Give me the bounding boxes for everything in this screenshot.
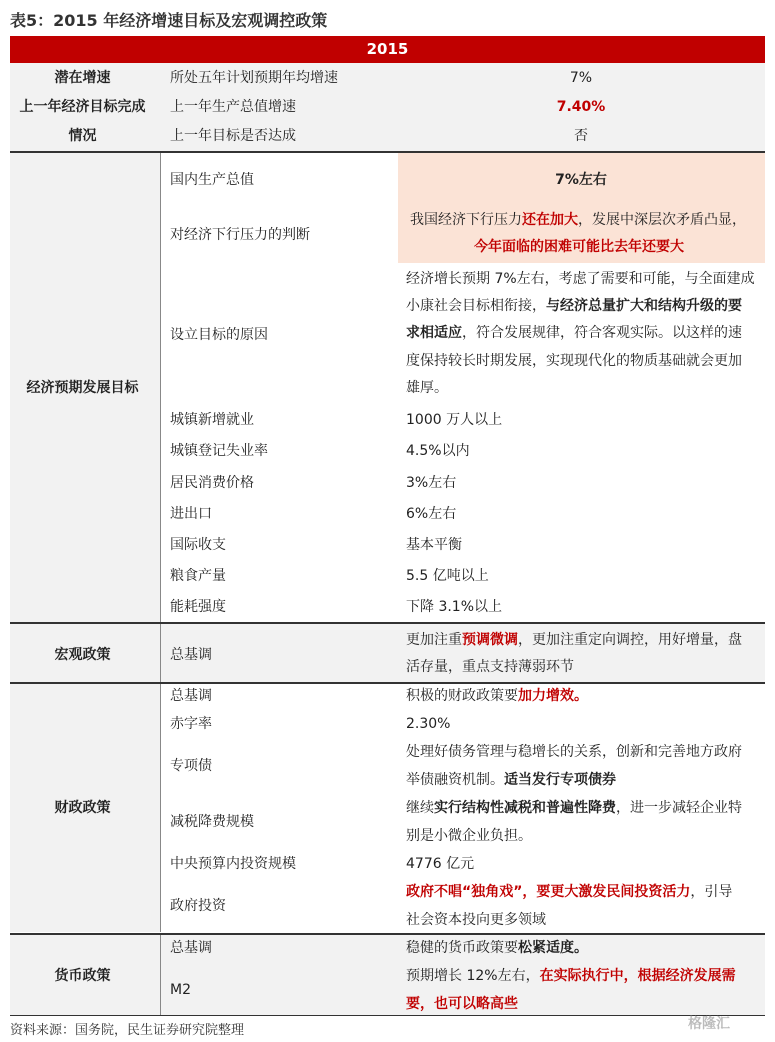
reason-line-1: 经济增长预期 7%左右，考虑了需要和可能，与全面建成 <box>406 271 755 287</box>
watermark-logo: 格隆汇 <box>688 1016 730 1032</box>
deficit-label: 赤字率 <box>170 716 212 732</box>
tax-line-2: 别是小微企业负担。 <box>406 828 532 844</box>
reason-label: 设立目标的原因 <box>170 327 268 343</box>
item-value: 6%左右 <box>406 506 457 522</box>
last-year-category: 上一年经济目标完成 <box>19 99 146 115</box>
column-divider <box>160 684 161 932</box>
last-year-gdp-value: 7.40% <box>556 99 606 115</box>
monetary-tone-value: 稳健的货币政策要松紧适度。 <box>406 940 588 956</box>
tax-label: 减税降费规模 <box>170 814 254 830</box>
m2-line-1: 预期增长 12%左右，在实际执行中，根据经济发展需 <box>406 968 736 984</box>
macro-line-2: 活存量，重点支持薄弱环节 <box>406 659 574 675</box>
macro-tone-label: 总基调 <box>170 647 212 663</box>
fiscal-tone-label: 总基调 <box>170 688 212 704</box>
column-divider <box>160 624 161 682</box>
target-achieved-value: 否 <box>574 128 588 144</box>
reason-line-2: 小康社会目标相衔接，与经济总量扩大和结构升级的要 <box>406 298 742 314</box>
last-year-category-2: 情况 <box>68 128 97 144</box>
item-label: 粮食产量 <box>170 568 226 584</box>
item-value: 基本平衡 <box>406 537 462 553</box>
item-label: 国际收支 <box>170 537 226 553</box>
macro-category: 宏观政策 <box>54 647 111 663</box>
item-value: 3%左右 <box>406 475 457 491</box>
gdp-value: 7%左右 <box>555 172 607 188</box>
pressure-text: 我国经济下行压力还在加大，发展中深层次矛盾凸显， <box>410 212 746 228</box>
year-banner: 2015 <box>10 36 765 63</box>
five-year-plan-label: 所处五年计划预期年均增速 <box>170 70 338 86</box>
item-label: 城镇登记失业率 <box>170 443 268 459</box>
m2-line-2: 要，也可以略高些 <box>406 996 518 1012</box>
item-value: 下降 3.1%以上 <box>406 599 503 615</box>
fiscal-category: 财政政策 <box>54 800 111 816</box>
reason-line-4: 度保持较长时期发展，实现现代化的物质基础就会更加 <box>406 353 742 369</box>
potential-growth-category: 潜在增速 <box>54 70 111 86</box>
source-note: 资料来源：国务院，民生证券研究院整理 <box>10 1023 245 1038</box>
budget-label: 中央预算内投资规模 <box>170 856 296 872</box>
budget-value: 4776 亿元 <box>406 856 475 872</box>
bottom-rule <box>10 1015 765 1016</box>
gov-invest-label: 政府投资 <box>170 898 226 914</box>
gov-invest-line-2: 社会资本投向更多领域 <box>406 912 546 928</box>
item-value: 5.5 亿吨以上 <box>406 568 489 584</box>
m2-label: M2 <box>170 982 191 998</box>
item-label: 能耗强度 <box>170 599 226 615</box>
reason-line-5: 雄厚。 <box>406 380 448 396</box>
monetary-category: 货币政策 <box>54 968 111 984</box>
gdp-label: 国内生产总值 <box>170 172 254 188</box>
reason-line-3: 求相适应，符合发展规律，符合客观实际。以这样的速 <box>406 325 742 341</box>
table-title: 表5：2015 年经济增速目标及宏观调控政策 <box>10 11 328 30</box>
tax-line-1: 继续实行结构性减税和普遍性降费，进一步减轻企业特 <box>406 800 742 816</box>
special-bond-line-2: 举债融资机制。适当发行专项债券 <box>406 772 616 788</box>
fiscal-tone-value: 积极的财政政策要加力增效。 <box>406 688 588 704</box>
item-label: 居民消费价格 <box>170 475 254 491</box>
item-value: 1000 万人以上 <box>406 412 503 428</box>
econ-category: 经济预期发展目标 <box>26 380 139 396</box>
deficit-value: 2.30% <box>406 716 451 732</box>
macro-line-1: 更加注重预调微调，更加注重定向调控，用好增量，盘 <box>406 632 742 648</box>
gov-invest-line-1: 政府不唱“独角戏”，要更大激发民间投资活力，引导 <box>406 884 733 900</box>
item-label: 城镇新增就业 <box>170 412 254 428</box>
column-divider <box>160 153 161 622</box>
last-year-gdp-label: 上一年生产总值增速 <box>170 99 296 115</box>
item-label: 进出口 <box>170 506 212 522</box>
pressure-highlight: 今年面临的困难可能比去年还要大 <box>474 239 684 255</box>
five-year-plan-value: 7% <box>569 70 593 86</box>
monetary-tone-label: 总基调 <box>170 940 212 956</box>
column-divider <box>160 935 161 1015</box>
special-bond-line-1: 处理好债务管理与稳增长的关系，创新和完善地方政府 <box>406 744 742 760</box>
item-value: 4.5%以内 <box>406 443 470 459</box>
special-bond-label: 专项债 <box>170 758 212 774</box>
target-achieved-label: 上一年目标是否达成 <box>170 128 296 144</box>
pressure-label: 对经济下行压力的判断 <box>170 227 310 243</box>
